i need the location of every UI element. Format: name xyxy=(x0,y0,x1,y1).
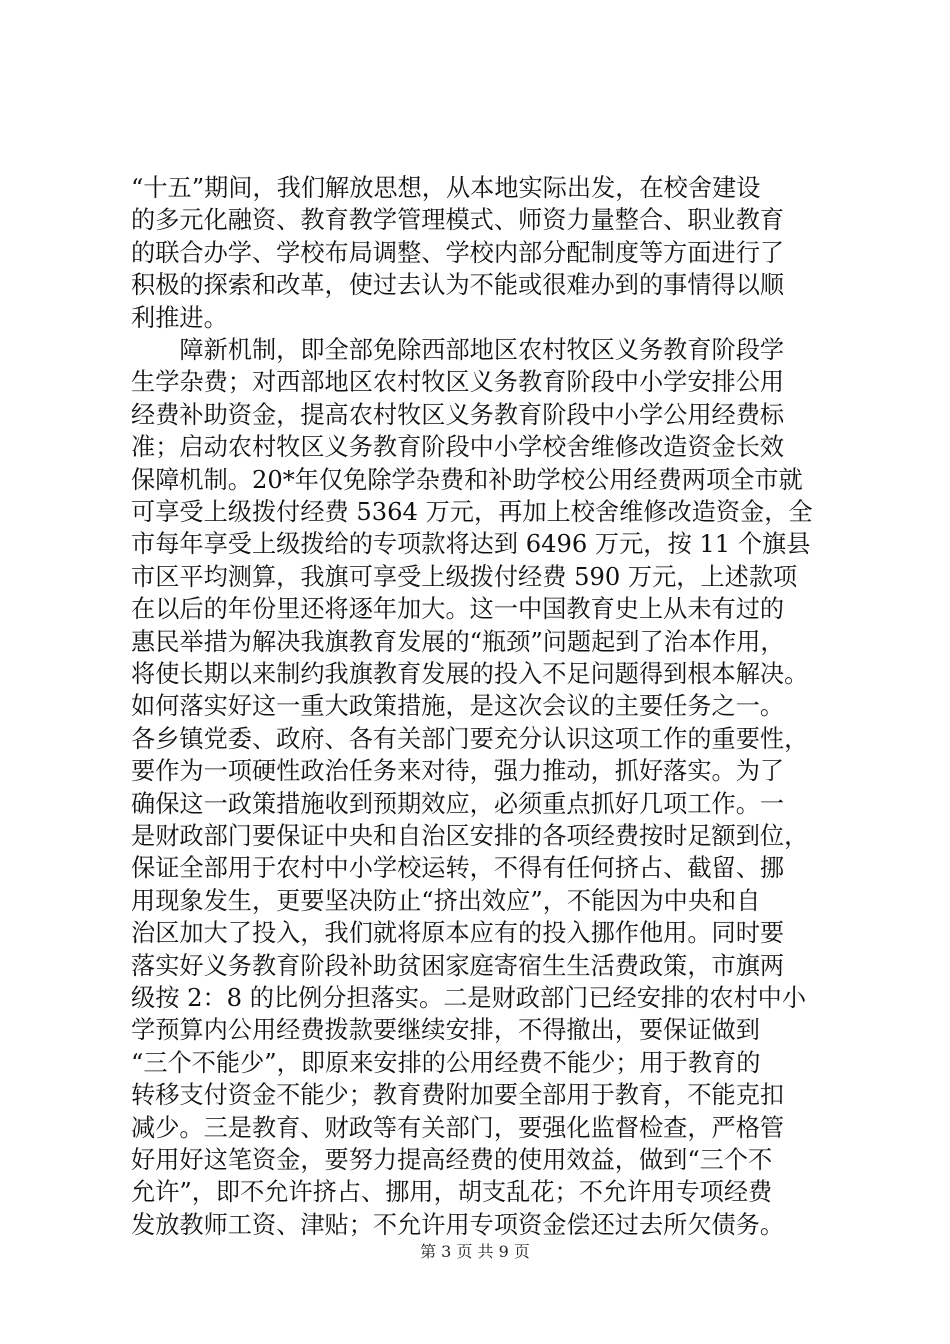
text-line: 生学杂费；对西部地区农村牧区义务教育阶段中小学安排公用 xyxy=(131,368,785,397)
text-line: 准；启动农村牧区义务教育阶段中小学校舍维修改造资金长效 xyxy=(131,433,785,462)
text-line: 级按 2：8 的比例分担落实。二是财政部门已经安排的农村中小 xyxy=(131,984,807,1012)
page-number-footer: 第 3 页 共 9 页 xyxy=(420,1242,530,1261)
text-line: 治区加大了投入，我们就将原本应有的投入挪作他用。同时要 xyxy=(131,919,785,948)
text-line: 好用好这笔资金，要努力提高经费的使用效益，做到“三个不 xyxy=(131,1146,773,1174)
text-line: 可享受上级拨付经费 5364 万元，再加上校舍维修改造资金，全 xyxy=(131,498,813,526)
text-line: 如何落实好这一重大政策措施，是这次会议的主要任务之一。 xyxy=(131,692,785,721)
text-line: 学预算内公用经费拨款要继续安排，不得撤出，要保证做到 xyxy=(131,1016,760,1045)
text-line: 确保这一政策措施收到预期效应，必须重点抓好几项工作。一 xyxy=(131,789,785,818)
text-line: 障新机制，即全部免除西部地区农村牧区义务教育阶段学 xyxy=(131,336,785,364)
text-line: 用现象发生，更要坚决防止“挤出效应”，不能因为中央和自 xyxy=(131,886,761,915)
text-line: 减少。三是教育、财政等有关部门，要强化监督检查，严格管 xyxy=(131,1113,785,1142)
text-line: 市每年享受上级拨给的专项款将达到 6496 万元，按 11 个旗县 xyxy=(131,530,811,559)
text-line: 各乡镇党委、政府、各有关部门要充分认识这项工作的重要性， xyxy=(131,724,809,753)
text-line: 市区平均测算，我旗可享受上级拨付经费 590 万元，上述款项 xyxy=(131,562,798,591)
text-line: 将使长期以来制约我旗教育发展的投入不足问题得到根本解决。 xyxy=(131,660,809,688)
text-line: “三个不能少”，即原来安排的公用经费不能少；用于教育的 xyxy=(131,1048,761,1077)
text-line: 在以后的年份里还将逐年加大。这一中国教育史上从未有过的 xyxy=(131,595,785,624)
text-line: 保证全部用于农村中小学校运转，不得有任何挤占、截留、挪 xyxy=(131,854,785,883)
text-line: 积极的探索和改革，使过去认为不能或很难办到的事情得以顺 xyxy=(131,271,785,300)
text-line: 要作为一项硬性政治任务来对待，强力推动，抓好落实。为了 xyxy=(131,757,785,786)
text-line: “十五”期间，我们解放思想，从本地实际出发，在校舍建设 xyxy=(131,174,761,202)
text-line: 利推进。 xyxy=(131,303,228,332)
text-line: 的联合办学、学校布局调整、学校内部分配制度等方面进行了 xyxy=(131,238,785,267)
text-line: 发放教师工资、津贴；不允许用专项资金偿还过去所欠债务。 xyxy=(131,1210,785,1239)
text-line: 是财政部门要保证中央和自治区安排的各项经费按时足额到位， xyxy=(131,822,809,850)
text-line: 经费补助资金，提高农村牧区义务教育阶段中小学公用经费标 xyxy=(131,400,785,429)
text-line: 保障机制。20*年仅免除学杂费和补助学校公用经费两项全市就 xyxy=(131,465,803,494)
text-line: 转移支付资金不能少；教育费附加要全部用于教育，不能克扣 xyxy=(131,1081,785,1110)
text-line: 落实好义务教育阶段补助贫困家庭寄宿生生活费政策，市旗两 xyxy=(131,951,785,980)
text-line: 惠民举措为解决我旗教育发展的“瓶颈”问题起到了治本作用， xyxy=(131,627,785,656)
text-line: 的多元化融资、教育教学管理模式、师资力量整合、职业教育 xyxy=(131,206,785,235)
text-line: 允许”，即不允许挤占、挪用，胡支乱花；不允许用专项经费 xyxy=(131,1178,773,1207)
